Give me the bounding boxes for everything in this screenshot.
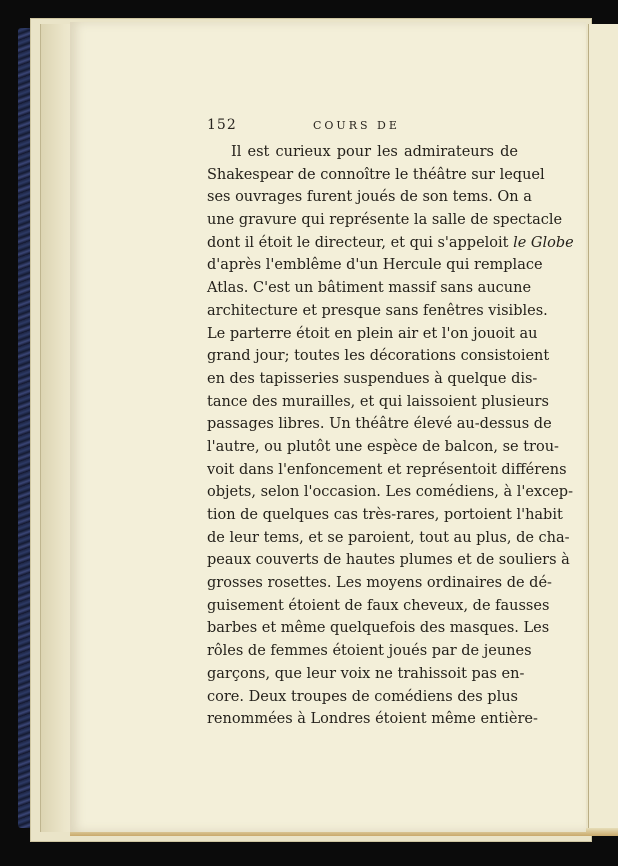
text-line: une gravure qui représente la salle de spectacle [207, 212, 563, 229]
text-line: architecture et presque sans fenêtres visibles. [207, 302, 548, 319]
text-line: en des tapisseries suspendues à quelque dis- [207, 370, 538, 387]
text-line-segment: dont il étoit le directeur, et qui s'appeloit [207, 234, 514, 251]
next-page-edge [588, 24, 618, 830]
text-line: l'autre, ou plutôt une espèce de balcon, se trou- [207, 438, 559, 455]
text-line: renommées à Londres étoient même entière- [207, 711, 538, 728]
text-line: grosses rosettes. Les moyens ordinaires de dé- [207, 575, 552, 592]
body-text [207, 141, 574, 731]
italic-title: le Globe [513, 234, 574, 251]
text-line: tion de quelques cas très-rares, portoient l'habit [207, 507, 563, 523]
text-line: grand jour; toutes les décorations consistoient [207, 348, 550, 365]
text-line: objets, selon l'occasion. Les comédiens, à l'excep- [207, 484, 573, 501]
text-line: de leur tems, et se paroient, tout au plus, de cha- [207, 529, 570, 546]
text-line: passages libres. Un théâtre élevé au-dessus de [207, 416, 552, 433]
text-line: garçons, que leur voix ne trahissoit pas en- [207, 665, 525, 682]
text-line [207, 232, 574, 255]
running-title: COURS DE [313, 119, 400, 132]
text-line: d'après l'emblême d'un Hercule qui remplace [207, 257, 543, 274]
text-line: ses ouvrages furent joués de son tems. On a [207, 189, 532, 206]
text-line: Le parterre étoit en plein air et l'on jouoit au [207, 325, 538, 342]
text-line: voit dans l'enfoncement et représentoit différens [207, 461, 567, 478]
text-line: Il est curieux pour les admirateurs de [231, 144, 518, 160]
text-line: Atlas. C'est un bâtiment massif sans aucune [207, 280, 532, 297]
text-line: peaux couverts de hautes plumes et de souliers à [207, 552, 570, 569]
text-line: core. Deux troupes de comédiens des plus [207, 688, 518, 705]
text-line: tance des murailles, et qui laissoient plusieurs [207, 393, 549, 410]
page-number: 152 [207, 117, 237, 133]
page-header [137, 113, 532, 139]
text-line: Shakespear de connoître le théâtre sur lequel [207, 166, 545, 183]
text-line: rôles de femmes étoient joués par de jeunes [207, 643, 532, 660]
text-line: guisement étoient de faux cheveux, de fausses [207, 597, 550, 614]
text-line: barbes et même quelquefois des masques. Les [207, 620, 550, 637]
